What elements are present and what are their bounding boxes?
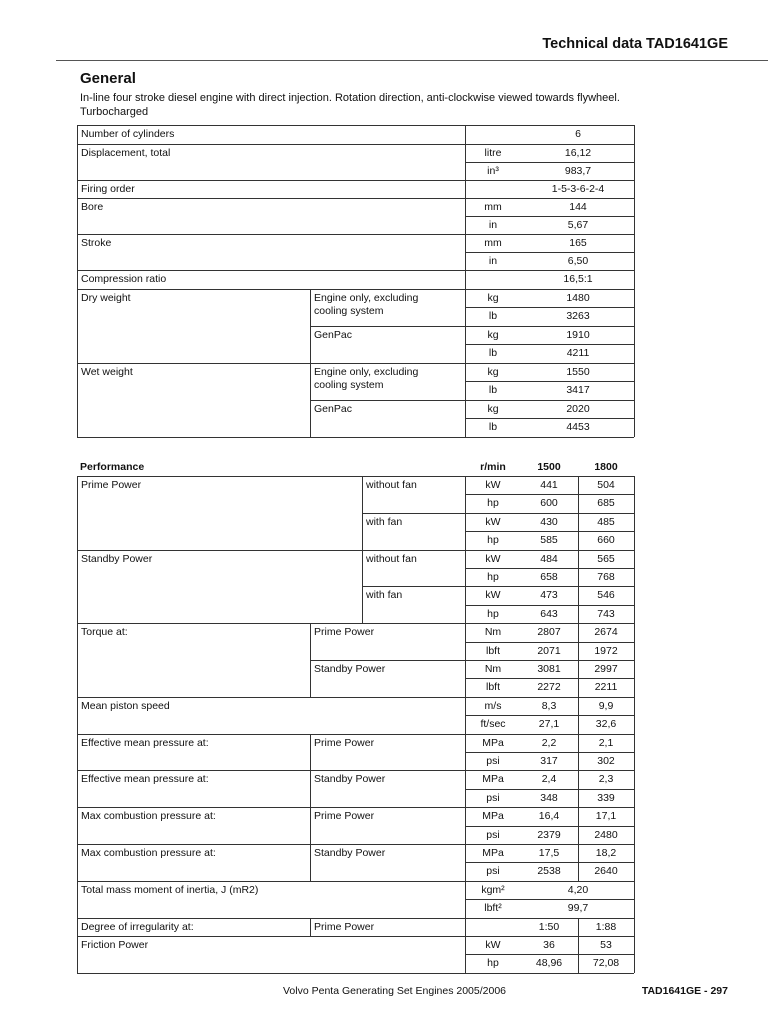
performance-row-condition: Prime Power	[314, 920, 375, 933]
document-title: Technical data TAD1641GE	[542, 36, 728, 52]
sub-column-divider	[310, 623, 311, 697]
row-divider	[465, 418, 634, 419]
general-row-unit: lb	[488, 347, 498, 359]
performance-row-value-1800: 565	[597, 552, 615, 565]
performance-row-unit: kgm²	[481, 883, 505, 896]
performance-row-condition: Standby Power	[314, 663, 386, 675]
performance-row-value-1800: 743	[597, 607, 615, 620]
general-row-unit: litre	[484, 147, 502, 159]
general-row-unit: kg	[487, 292, 499, 304]
row-divider	[77, 623, 634, 624]
row-divider	[465, 568, 634, 569]
performance-row-value-1800: 504	[597, 479, 615, 491]
sub-column-divider	[310, 807, 311, 844]
general-row-label: Stroke	[81, 237, 112, 249]
general-row-value: 4453	[566, 421, 590, 433]
performance-row-value-1500: 348	[540, 791, 558, 804]
rpm-1800-header: 1800	[594, 461, 618, 473]
performance-row-value-1800: 17,1	[595, 810, 617, 823]
row-divider	[465, 162, 634, 163]
general-row-value: 1550	[566, 366, 590, 378]
row-divider	[77, 198, 634, 199]
performance-row-unit: kW	[485, 515, 501, 528]
performance-row-condition: without fan	[366, 479, 417, 491]
row-divider	[465, 826, 634, 827]
performance-row-value-1500: 2,2	[541, 736, 557, 749]
row-divider	[465, 494, 634, 495]
performance-row-value-1800: 2211	[594, 681, 618, 694]
unit-column-divider	[465, 125, 466, 437]
performance-row-unit: lbft	[485, 681, 501, 694]
performance-row-value-1500: 8,3	[541, 699, 557, 712]
general-row-value: 16,5:1	[563, 273, 593, 285]
performance-row-value-1500: 2807	[537, 626, 561, 639]
performance-row-label: Total mass moment of inertia, J (mR2)	[81, 883, 259, 896]
general-row-unit: lb	[488, 384, 498, 396]
table-left-border	[77, 476, 78, 973]
performance-row-value-1800: 660	[597, 534, 615, 547]
performance-row-label: Max combustion pressure at:	[81, 810, 216, 823]
performance-row-value-1500: 317	[540, 755, 558, 767]
general-row-condition: GenPac	[314, 403, 352, 415]
general-row-label: Displacement, total	[81, 147, 171, 159]
general-row-unit: in	[488, 255, 498, 267]
unit-column-divider	[465, 476, 466, 973]
row-divider	[77, 476, 634, 477]
footer-page-number: TAD1641GE - 297	[641, 985, 728, 997]
general-row-value: 165	[569, 237, 587, 249]
general-row-condition: Engine only, excluding cooling system	[314, 366, 419, 391]
row-divider	[77, 234, 634, 235]
row-divider	[77, 125, 634, 126]
general-row-condition: GenPac	[314, 329, 352, 341]
performance-row-label: Max combustion pressure at:	[81, 847, 216, 859]
sub-column-divider	[310, 918, 311, 936]
performance-heading: Performance	[80, 461, 145, 473]
performance-row-label: Friction Power	[81, 939, 149, 951]
row-divider	[77, 936, 634, 937]
general-row-condition: Engine only, excluding cooling system	[314, 292, 419, 317]
performance-row-value-1500: 484	[540, 552, 558, 565]
row-divider	[77, 770, 634, 771]
performance-row-value-1500: 643	[540, 607, 558, 620]
performance-row-unit: hp	[487, 957, 499, 970]
performance-row-value-1800: 546	[597, 589, 615, 602]
performance-row-condition: without fan	[366, 552, 417, 565]
footer-publication: Volvo Penta Generating Set Engines 2005/2006	[283, 985, 507, 997]
performance-row-value-1800: 2997	[594, 663, 618, 675]
performance-row-label: Effective mean pressure at:	[81, 773, 209, 786]
performance-row-condition: Standby Power	[314, 847, 386, 859]
row-divider	[77, 807, 634, 808]
general-row-unit: kg	[487, 366, 499, 378]
row-divider	[465, 307, 634, 308]
performance-row-value-1500: 36	[543, 939, 555, 951]
performance-row-value-1800: 485	[597, 515, 615, 528]
general-row-label: Firing order	[81, 183, 135, 195]
row-divider	[310, 326, 634, 327]
performance-row-value-1800: 2674	[594, 626, 618, 639]
general-row-value: 983,7	[564, 165, 592, 177]
performance-row-value-1500: 2379	[537, 828, 561, 841]
performance-row-label: Degree of irregularity at:	[81, 920, 194, 933]
general-row-value: 144	[569, 201, 587, 213]
performance-row-value-1500: 441	[540, 479, 558, 491]
performance-row-condition: Standby Power	[314, 773, 386, 786]
table-bottom-border	[77, 973, 634, 974]
performance-row-label: Standby Power	[81, 552, 153, 565]
performance-row-condition: Prime Power	[314, 736, 375, 749]
table-left-border	[77, 125, 78, 437]
performance-row-value-1800: 2480	[594, 828, 618, 841]
performance-row-unit: Nm	[484, 626, 502, 639]
performance-row-value-1800: 18,2	[595, 847, 617, 859]
row-divider	[77, 363, 634, 364]
performance-row-unit: MPa	[482, 773, 504, 786]
general-row-unit: in³	[487, 165, 499, 177]
sub-column-divider	[310, 844, 311, 881]
performance-row-unit: ft/sec	[480, 718, 506, 731]
performance-row-condition: with fan	[366, 515, 403, 528]
sub-column-divider	[310, 289, 311, 437]
rpm-1500-header: 1500	[537, 461, 561, 473]
performance-row-unit: MPa	[482, 736, 504, 749]
row-divider	[77, 734, 634, 735]
general-row-label: Compression ratio	[81, 273, 167, 285]
row-divider	[465, 344, 634, 345]
performance-row-unit: kW	[485, 939, 501, 951]
performance-row-unit: m/s	[484, 699, 502, 712]
general-row-unit: kg	[487, 329, 499, 341]
performance-row-value-1500: 2,4	[541, 773, 557, 786]
performance-row-value-1800: 1:88	[595, 920, 617, 933]
row-divider	[465, 531, 634, 532]
performance-row-label: Mean piston speed	[81, 699, 170, 712]
performance-row-value-1500: 2538	[537, 865, 561, 878]
row-divider	[465, 862, 634, 863]
sub-column-divider	[310, 734, 311, 771]
general-row-unit: in	[488, 219, 498, 231]
row-divider	[77, 697, 634, 698]
row-divider	[465, 954, 634, 955]
row-divider	[77, 289, 634, 290]
performance-row-value-1500: 600	[540, 497, 558, 510]
performance-row-unit: hp	[487, 571, 499, 583]
rpm-column-header: r/min	[480, 461, 506, 473]
rpm-column-divider	[578, 918, 579, 973]
performance-row-value-1800: 1972	[594, 644, 618, 657]
performance-row-unit: psi	[486, 828, 500, 841]
performance-row-value: 4,20	[567, 883, 589, 896]
row-divider	[77, 918, 634, 919]
general-row-value: 4211	[566, 347, 590, 359]
general-row-value: 3417	[566, 384, 590, 396]
performance-row-unit: lbft	[485, 644, 501, 657]
rpm-column-divider	[578, 476, 579, 881]
performance-row-unit: MPa	[482, 810, 504, 823]
row-divider	[77, 144, 634, 145]
row-divider	[362, 586, 634, 587]
section-title-general: General	[80, 70, 136, 87]
performance-row-unit: kW	[485, 552, 501, 565]
general-row-value: 2020	[566, 403, 590, 415]
performance-row-value-1500: 473	[540, 589, 558, 602]
row-divider	[465, 642, 634, 643]
general-row-label: Bore	[81, 201, 104, 213]
performance-row-value: 99,7	[567, 902, 589, 915]
row-divider	[77, 881, 634, 882]
performance-row-condition: Prime Power	[314, 810, 375, 823]
row-divider	[465, 216, 634, 217]
row-divider	[310, 400, 634, 401]
performance-row-unit: kW	[485, 479, 501, 491]
performance-row-value-1500: 27,1	[538, 718, 560, 731]
performance-row-value-1500: 1:50	[538, 920, 560, 933]
general-row-label: Number of cylinders	[81, 128, 175, 140]
performance-row-unit: lbft²	[484, 902, 502, 915]
header-rule	[56, 60, 768, 61]
general-row-value: 16,12	[564, 147, 592, 159]
performance-row-value-1500: 17,5	[538, 847, 560, 859]
row-divider	[465, 899, 634, 900]
performance-row-condition: Prime Power	[314, 626, 375, 639]
performance-row-value-1800: 2,3	[598, 773, 614, 786]
general-row-value: 1910	[566, 329, 590, 341]
general-row-label: Wet weight	[81, 366, 133, 378]
performance-row-value-1800: 32,6	[595, 718, 617, 731]
row-divider	[77, 844, 634, 845]
row-divider	[465, 381, 634, 382]
performance-row-value-1800: 9,9	[598, 699, 614, 712]
general-intro-text: In-line four stroke diesel engine with direct injection. Rotation direction, anti-clockwise viewed towards flywheel. Turbocharged	[80, 92, 620, 118]
performance-row-value-1500: 48,96	[535, 957, 563, 970]
performance-row-label: Effective mean pressure at:	[81, 736, 209, 749]
performance-row-value-1500: 3081	[537, 663, 561, 675]
performance-row-value-1800: 302	[597, 755, 615, 767]
performance-row-value-1800: 339	[597, 791, 615, 804]
general-row-unit: kg	[487, 403, 499, 415]
performance-row-value-1800: 768	[597, 571, 615, 583]
performance-row-unit: psi	[486, 865, 500, 878]
performance-row-value-1800: 2640	[594, 865, 618, 878]
row-divider	[310, 660, 634, 661]
general-row-label: Dry weight	[81, 292, 131, 304]
row-divider	[465, 605, 634, 606]
row-divider	[77, 550, 634, 551]
performance-row-unit: psi	[486, 755, 500, 767]
performance-row-value-1500: 430	[540, 515, 558, 528]
sub-column-divider	[362, 476, 363, 623]
general-row-value: 1-5-3-6-2-4	[551, 183, 605, 195]
table-right-border	[634, 125, 635, 437]
performance-row-unit: kW	[485, 589, 501, 602]
general-row-value: 3263	[566, 310, 590, 322]
performance-row-value-1800: 72,08	[592, 957, 620, 970]
performance-row-unit: psi	[486, 791, 500, 804]
table-bottom-border	[77, 437, 634, 438]
row-divider	[465, 752, 634, 753]
performance-row-value-1800: 53	[600, 939, 612, 951]
general-row-unit: mm	[484, 201, 502, 213]
performance-row-value-1800: 2,1	[598, 736, 614, 749]
table-right-border	[634, 476, 635, 973]
performance-row-value-1500: 2272	[537, 681, 561, 694]
general-row-value: 6	[575, 128, 581, 140]
performance-row-condition: with fan	[366, 589, 403, 602]
performance-row-label: Torque at:	[81, 626, 128, 639]
general-row-unit: lb	[488, 310, 498, 322]
performance-row-value-1800: 685	[597, 497, 615, 510]
performance-row-value-1500: 2071	[537, 644, 561, 657]
performance-row-unit: hp	[487, 497, 499, 510]
performance-row-value-1500: 16,4	[538, 810, 560, 823]
performance-row-unit: hp	[487, 534, 499, 547]
row-divider	[465, 678, 634, 679]
performance-row-unit: MPa	[482, 847, 504, 859]
general-row-unit: mm	[484, 237, 502, 249]
row-divider	[465, 252, 634, 253]
sub-column-divider	[310, 770, 311, 807]
performance-row-value-1500: 658	[540, 571, 558, 583]
performance-row-label: Prime Power	[81, 479, 142, 491]
performance-row-value-1500: 585	[540, 534, 558, 547]
general-row-unit: lb	[488, 421, 498, 433]
row-divider	[77, 270, 634, 271]
general-row-value: 5,67	[567, 219, 589, 231]
general-row-value: 1480	[566, 292, 590, 304]
performance-row-unit: Nm	[484, 663, 502, 675]
performance-row-unit: hp	[487, 607, 499, 620]
row-divider	[465, 715, 634, 716]
row-divider	[362, 513, 634, 514]
row-divider	[465, 789, 634, 790]
general-row-value: 6,50	[567, 255, 589, 267]
row-divider	[77, 180, 634, 181]
